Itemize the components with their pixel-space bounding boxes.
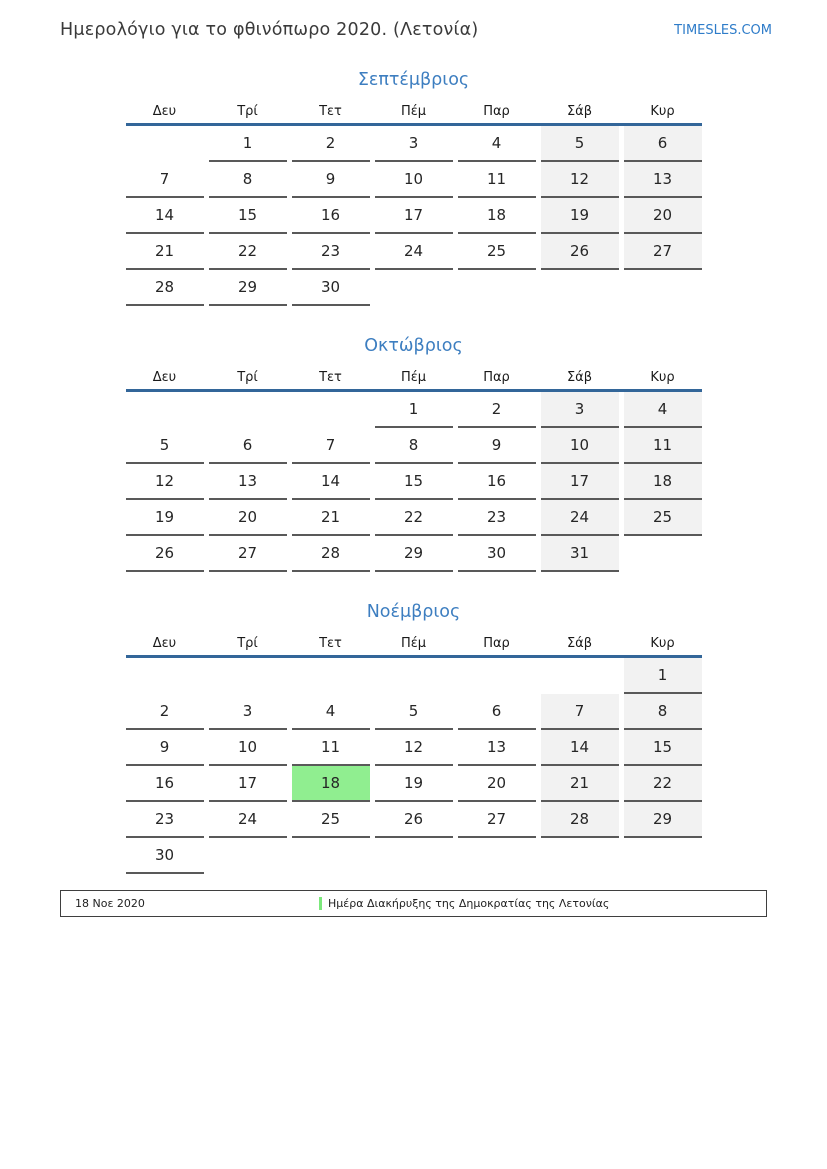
day-cell: 18	[458, 198, 536, 234]
day-cell: 12	[541, 162, 619, 198]
weekday-header: Κυρ	[650, 370, 675, 385]
weekday-header: Πέμ	[400, 636, 427, 651]
months-container	[0, 68, 827, 874]
month-grid	[126, 392, 702, 572]
month-section-3	[126, 600, 702, 874]
day-cell: 2	[126, 694, 204, 730]
day-cell: 13	[458, 730, 536, 766]
day-cell: 17	[375, 198, 453, 234]
weekday-header: Κυρ	[650, 104, 675, 119]
weekday-header: Τετ	[319, 636, 342, 651]
weekday-header-row	[126, 102, 702, 126]
holiday-day-cell: 18	[292, 766, 370, 802]
day-cell: 24	[209, 802, 287, 838]
day-cell: 22	[375, 500, 453, 536]
empty-day-cell	[209, 838, 287, 874]
day-cell: 25	[624, 500, 702, 536]
empty-day-cell	[209, 392, 287, 428]
day-cell: 6	[624, 126, 702, 162]
day-cell: 8	[375, 428, 453, 464]
day-cell: 3	[209, 694, 287, 730]
day-cell: 15	[375, 464, 453, 500]
empty-day-cell	[375, 838, 453, 874]
empty-day-cell	[624, 838, 702, 874]
day-cell: 25	[458, 234, 536, 270]
day-cell: 6	[458, 694, 536, 730]
weekday-header: Κυρ	[650, 636, 675, 651]
day-cell: 1	[375, 392, 453, 428]
empty-day-cell	[541, 270, 619, 306]
day-cell: 15	[209, 198, 287, 234]
weekday-header: Δευ	[152, 636, 177, 651]
day-cell: 11	[292, 730, 370, 766]
day-cell: 19	[126, 500, 204, 536]
month-section-2	[126, 334, 702, 572]
weekday-header: Τρί	[237, 370, 258, 385]
day-cell: 26	[126, 536, 204, 572]
day-cell: 2	[458, 392, 536, 428]
day-cell: 9	[126, 730, 204, 766]
empty-day-cell	[375, 270, 453, 306]
day-cell: 24	[541, 500, 619, 536]
day-cell: 11	[624, 428, 702, 464]
weekday-header-row	[126, 368, 702, 392]
month-title: Νοέμβριος	[366, 602, 461, 622]
empty-day-cell	[624, 536, 702, 572]
holiday-marker-icon	[319, 897, 322, 910]
day-cell: 23	[292, 234, 370, 270]
day-cell: 27	[209, 536, 287, 572]
day-cell: 29	[375, 536, 453, 572]
day-cell: 23	[126, 802, 204, 838]
day-cell: 30	[126, 838, 204, 874]
day-cell: 7	[126, 162, 204, 198]
day-cell: 4	[292, 694, 370, 730]
day-cell: 27	[458, 802, 536, 838]
empty-day-cell	[541, 838, 619, 874]
day-cell: 11	[458, 162, 536, 198]
day-cell: 30	[458, 536, 536, 572]
day-cell: 14	[126, 198, 204, 234]
day-cell: 14	[292, 464, 370, 500]
day-cell: 29	[624, 802, 702, 838]
day-cell: 19	[375, 766, 453, 802]
weekday-header: Τετ	[319, 370, 342, 385]
month-grid	[126, 658, 702, 874]
day-cell: 9	[292, 162, 370, 198]
empty-day-cell	[624, 270, 702, 306]
day-cell: 19	[541, 198, 619, 234]
weekday-header: Παρ	[483, 104, 510, 119]
day-cell: 27	[624, 234, 702, 270]
weekday-header: Παρ	[483, 636, 510, 651]
weekday-header: Δευ	[152, 104, 177, 119]
day-cell: 12	[375, 730, 453, 766]
day-cell: 28	[541, 802, 619, 838]
legend-entry	[319, 897, 609, 910]
day-cell: 7	[292, 428, 370, 464]
day-cell: 6	[209, 428, 287, 464]
month-title: Σεπτέμβριος	[357, 70, 470, 90]
day-cell: 5	[126, 428, 204, 464]
day-cell: 15	[624, 730, 702, 766]
day-cell: 1	[209, 126, 287, 162]
empty-day-cell	[209, 658, 287, 694]
day-cell: 1	[624, 658, 702, 694]
empty-day-cell	[458, 658, 536, 694]
weekday-header: Πέμ	[400, 370, 427, 385]
day-cell: 21	[541, 766, 619, 802]
day-cell: 17	[209, 766, 287, 802]
page-title: Ημερολόγιο για το φθινόπωρο 2020. (Λετονία)	[60, 20, 479, 40]
weekday-header: Σάβ	[566, 370, 593, 385]
empty-day-cell	[126, 392, 204, 428]
day-cell: 30	[292, 270, 370, 306]
weekday-header: Πέμ	[400, 104, 427, 119]
day-cell: 26	[541, 234, 619, 270]
day-cell: 20	[458, 766, 536, 802]
day-cell: 4	[624, 392, 702, 428]
day-cell: 20	[209, 500, 287, 536]
weekday-header: Δευ	[152, 370, 177, 385]
day-cell: 8	[624, 694, 702, 730]
day-cell: 13	[209, 464, 287, 500]
day-cell: 23	[458, 500, 536, 536]
day-cell: 2	[292, 126, 370, 162]
empty-day-cell	[292, 392, 370, 428]
day-cell: 18	[624, 464, 702, 500]
day-cell: 22	[624, 766, 702, 802]
day-cell: 25	[292, 802, 370, 838]
empty-day-cell	[126, 126, 204, 162]
page-header	[0, 0, 827, 40]
empty-day-cell	[458, 270, 536, 306]
weekday-header: Τετ	[319, 104, 342, 119]
day-cell: 21	[292, 500, 370, 536]
day-cell: 17	[541, 464, 619, 500]
month-section-1	[126, 68, 702, 306]
day-cell: 16	[126, 766, 204, 802]
day-cell: 9	[458, 428, 536, 464]
day-cell: 16	[458, 464, 536, 500]
empty-day-cell	[126, 658, 204, 694]
day-cell: 8	[209, 162, 287, 198]
day-cell: 10	[209, 730, 287, 766]
legend-label: Ημέρα Διακήρυξης της Δημοκρατίας της Λετονίας	[328, 897, 610, 910]
day-cell: 20	[624, 198, 702, 234]
day-cell: 10	[541, 428, 619, 464]
day-cell: 29	[209, 270, 287, 306]
day-cell: 14	[541, 730, 619, 766]
day-cell: 26	[375, 802, 453, 838]
day-cell: 21	[126, 234, 204, 270]
legend-date: 18 Νοε 2020	[75, 897, 145, 910]
day-cell: 7	[541, 694, 619, 730]
day-cell: 10	[375, 162, 453, 198]
empty-day-cell	[458, 838, 536, 874]
weekday-header: Τρί	[237, 636, 258, 651]
day-cell: 13	[624, 162, 702, 198]
day-cell: 3	[541, 392, 619, 428]
empty-day-cell	[541, 658, 619, 694]
weekday-header: Σάβ	[566, 104, 593, 119]
day-cell: 31	[541, 536, 619, 572]
day-cell: 4	[458, 126, 536, 162]
month-grid	[126, 126, 702, 306]
day-cell: 5	[541, 126, 619, 162]
day-cell: 28	[126, 270, 204, 306]
weekday-header: Σάβ	[566, 636, 593, 651]
weekday-header-row	[126, 634, 702, 658]
month-title: Οκτώβριος	[364, 336, 463, 356]
day-cell: 12	[126, 464, 204, 500]
brand-link[interactable]: TIMESLES.COM	[674, 23, 772, 38]
weekday-header: Παρ	[483, 370, 510, 385]
empty-day-cell	[292, 658, 370, 694]
day-cell: 3	[375, 126, 453, 162]
legend-box	[60, 890, 767, 917]
day-cell: 28	[292, 536, 370, 572]
day-cell: 16	[292, 198, 370, 234]
day-cell: 5	[375, 694, 453, 730]
weekday-header: Τρί	[237, 104, 258, 119]
day-cell: 22	[209, 234, 287, 270]
empty-day-cell	[375, 658, 453, 694]
empty-day-cell	[292, 838, 370, 874]
day-cell: 24	[375, 234, 453, 270]
